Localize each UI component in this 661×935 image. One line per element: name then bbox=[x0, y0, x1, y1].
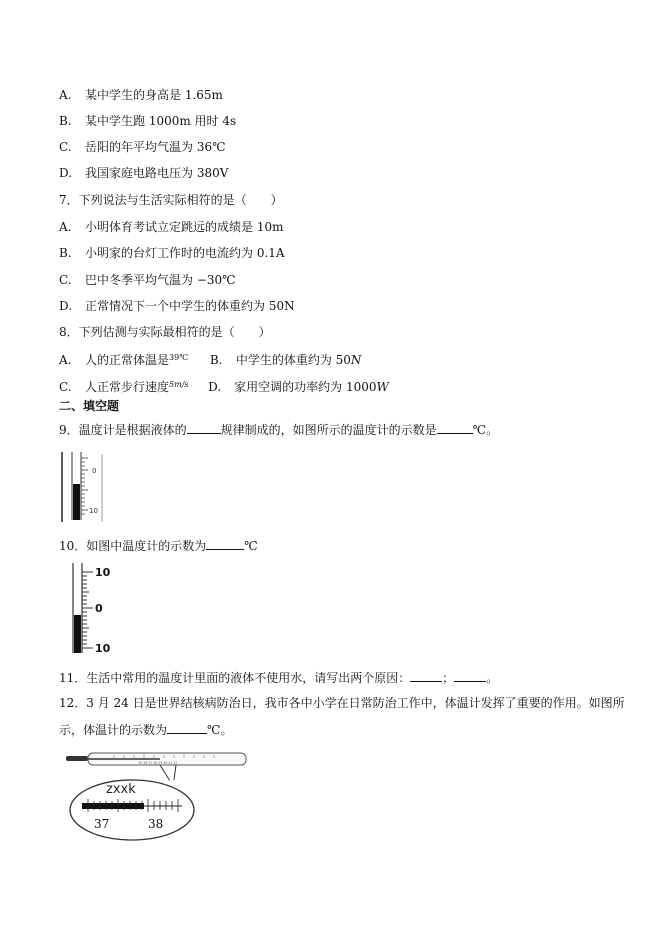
thermo1-ticks bbox=[81, 458, 88, 514]
q11-blank-2[interactable] bbox=[454, 669, 486, 682]
callout-pointer-left bbox=[160, 765, 170, 781]
thermo2-label-zero: 0 bbox=[95, 602, 103, 615]
q6-option-d: D. 我国家庭电路电压为 380V bbox=[59, 166, 229, 180]
q12-line2: 示，体温计的示数为 ℃。 bbox=[59, 723, 233, 737]
q9-blank-1[interactable] bbox=[187, 421, 221, 434]
clinical-thermometer-figure bbox=[64, 748, 250, 842]
clinical-thermo-tiny-scale: 35 36 37 38 39 40 41 42 bbox=[138, 761, 178, 765]
q8-row1: A. 人的正常体温是$^{39℃}$ B. 中学生的体重约为 50N bbox=[59, 353, 362, 367]
q11-blank-1[interactable] bbox=[410, 669, 442, 682]
zoom-label-38: 38 bbox=[148, 817, 164, 831]
q7-stem: 7．下列说法与生活实际相符的是（ ） bbox=[59, 193, 283, 207]
thermometer-figure-2 bbox=[60, 563, 120, 655]
q7-option-b: B. 小明家的台灯工作时的电流约为 0.1A bbox=[59, 246, 285, 260]
thermo2-label-bottom: 10 bbox=[95, 642, 111, 655]
q10-blank[interactable] bbox=[206, 537, 244, 550]
watermark-text: zxxk bbox=[106, 782, 136, 797]
thermo1-label-10: 10 bbox=[89, 507, 98, 515]
thermo2-liquid bbox=[74, 615, 81, 653]
clinical-thermo-bulb bbox=[66, 756, 88, 761]
callout-pointer-right bbox=[174, 765, 176, 780]
q8-row2: C. 人正常步行速度$^{5m/s}$ D. 家用空调的功率约为 1000W bbox=[59, 380, 389, 394]
q8-stem: 8．下列估测与实际最相符的是（ ） bbox=[59, 325, 271, 339]
thermo2-label-top: 10 bbox=[95, 566, 111, 579]
q9-blank-2[interactable] bbox=[437, 421, 473, 434]
q6-option-c: C. 岳阳的年平均气温为 36℃ bbox=[59, 140, 226, 154]
q7-option-a: A. 小明体育考试立定跳远的成绩是 10m bbox=[59, 220, 284, 234]
q7-option-d: D. 正常情况下一个中学生的体重约为 50N bbox=[59, 299, 295, 313]
thermo1-liquid bbox=[73, 484, 80, 520]
thermo1-label-0: 0 bbox=[92, 467, 97, 475]
zoom-mercury-column bbox=[82, 803, 144, 809]
thermometer-figure-1 bbox=[60, 452, 104, 522]
q7-option-c: C. 巴中冬季平均气温为 −30℃ bbox=[59, 273, 236, 287]
q6-option-b: B. 某中学生跑 1000m 用时 4s bbox=[59, 114, 237, 128]
q10: 10．如图中温度计的示数为 ℃ bbox=[59, 539, 258, 553]
q12-line1: 12．3 月 24 日是世界结核病防治日，我市各中小学在日常防治工作中，体温计发挥了重要的作用。如图所 bbox=[59, 696, 625, 710]
q12-blank[interactable] bbox=[167, 721, 207, 734]
zoom-label-37: 37 bbox=[94, 817, 110, 831]
section-heading: 二、填空题 bbox=[59, 399, 120, 413]
thermo2-ticks bbox=[82, 572, 93, 648]
q9: 9．温度计是根据液体的 规律制成的，如图所示的温度计的示数是 ℃。 bbox=[59, 423, 499, 437]
q6-option-a: A. 某中学生的身高是 1.65m bbox=[59, 88, 223, 102]
q11: 11．生活中常用的温度计里面的液体不使用水，请写出两个原因： ； 。 bbox=[59, 671, 499, 685]
